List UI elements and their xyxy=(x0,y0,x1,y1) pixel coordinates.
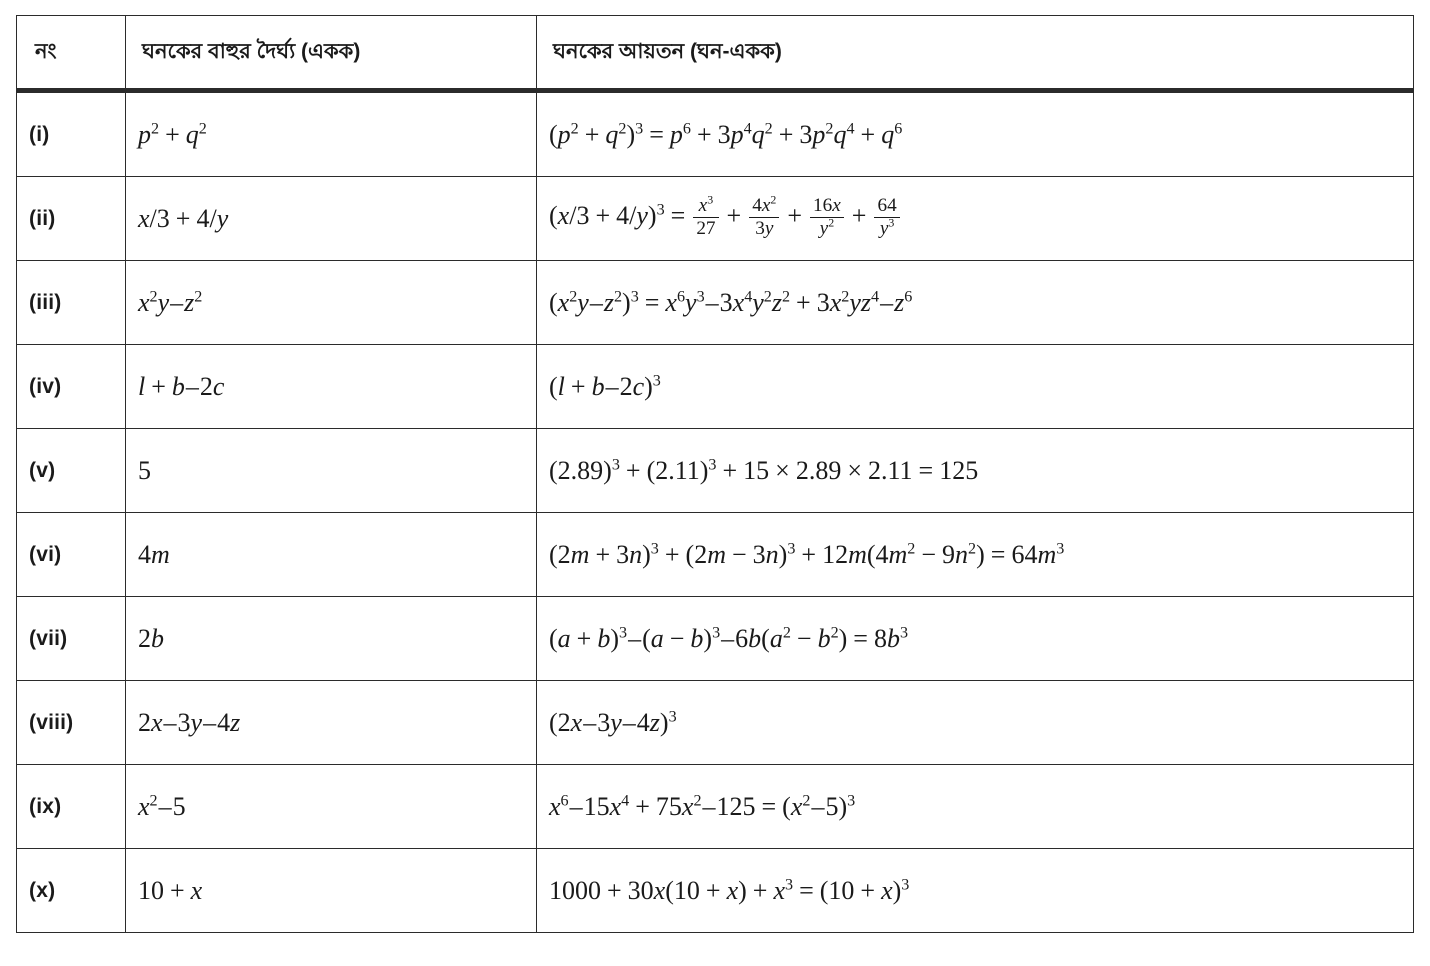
table-row xyxy=(17,261,1414,345)
row-number: (v) xyxy=(17,429,126,513)
row-number: (ix) xyxy=(17,765,126,849)
side-length-expression: x/3 + 4/y xyxy=(126,177,537,261)
table-row xyxy=(17,513,1414,597)
side-length-expression: 4m xyxy=(126,513,537,597)
table-row xyxy=(17,429,1414,513)
row-number: (vii) xyxy=(17,597,126,681)
column-header-volume: ঘনকের আয়তন (ঘন-একক) xyxy=(537,16,1414,91)
volume-expression: $(x/3 + 4/y)^3$ = $\frac{x^3}{27}$ + $\frac{4x^2}{3y}$ + $\frac{16x}{y^2}$ + $\frac{64}{y^3}$ xyxy=(537,177,1414,261)
volume-expression: $(2m + 3n)^3 + (2m - 3n)^3 + 12m(4m^2 - 9n^2) = 64m^3$ xyxy=(537,513,1414,597)
table-row xyxy=(17,765,1414,849)
volume-expression: $(p^2 + q^2)^3 = p^6 + 3p^4q^2 + 3p^2q^4 + q^6$ xyxy=(537,91,1414,177)
volume-expression: $(2x-3y-4z)^3$ xyxy=(537,681,1414,765)
volume-expression: $(2.89)^3 + (2.11)^3 + 15 \times 2.89 \times 2.11 = 125$ xyxy=(537,429,1414,513)
row-number: (vi) xyxy=(17,513,126,597)
volume-expression: $(a + b)^3-(a - b)^3-6b(a^2 - b^2) = 8b^3$ xyxy=(537,597,1414,681)
table-row xyxy=(17,681,1414,765)
table-row xyxy=(17,177,1414,261)
side-length-expression: 5 xyxy=(126,429,537,513)
table-header-row xyxy=(17,16,1414,91)
side-length-expression: l + b–2c xyxy=(126,345,537,429)
side-length-expression: 2x–3y–4z xyxy=(126,681,537,765)
side-length-expression: $p^2 + q^2$ xyxy=(126,91,537,177)
table-row xyxy=(17,91,1414,177)
row-number: (ii) xyxy=(17,177,126,261)
side-length-expression: 10 + x xyxy=(126,849,537,933)
volume-expression: $(l + b-2c)^3$ xyxy=(537,345,1414,429)
volume-expression: $1000 + 30x(10 + x) + x^3 = (10 + x)^3$ xyxy=(537,849,1414,933)
row-number: (i) xyxy=(17,91,126,177)
table-row xyxy=(17,597,1414,681)
column-header-no: নং xyxy=(17,16,126,91)
row-number: (x) xyxy=(17,849,126,933)
cube-volume-table xyxy=(16,15,1414,933)
row-number: (iv) xyxy=(17,345,126,429)
side-length-expression: $x^2-5$ xyxy=(126,765,537,849)
row-number: (viii) xyxy=(17,681,126,765)
side-length-expression: $x^2y-z^2$ xyxy=(126,261,537,345)
table-row xyxy=(17,345,1414,429)
volume-expression: $(x^2y-z^2)^3 = x^6y^3-3x^4y^2z^2 + 3x^2yz^4-z^6$ xyxy=(537,261,1414,345)
volume-expression: $x^6-15x^4 + 75x^2-125 = (x^2-5)^3$ xyxy=(537,765,1414,849)
row-number: (iii) xyxy=(17,261,126,345)
table-row xyxy=(17,849,1414,933)
side-length-expression: 2b xyxy=(126,597,537,681)
column-header-side-length: ঘনকের বাহুর দৈর্ঘ্য (একক) xyxy=(126,16,537,91)
